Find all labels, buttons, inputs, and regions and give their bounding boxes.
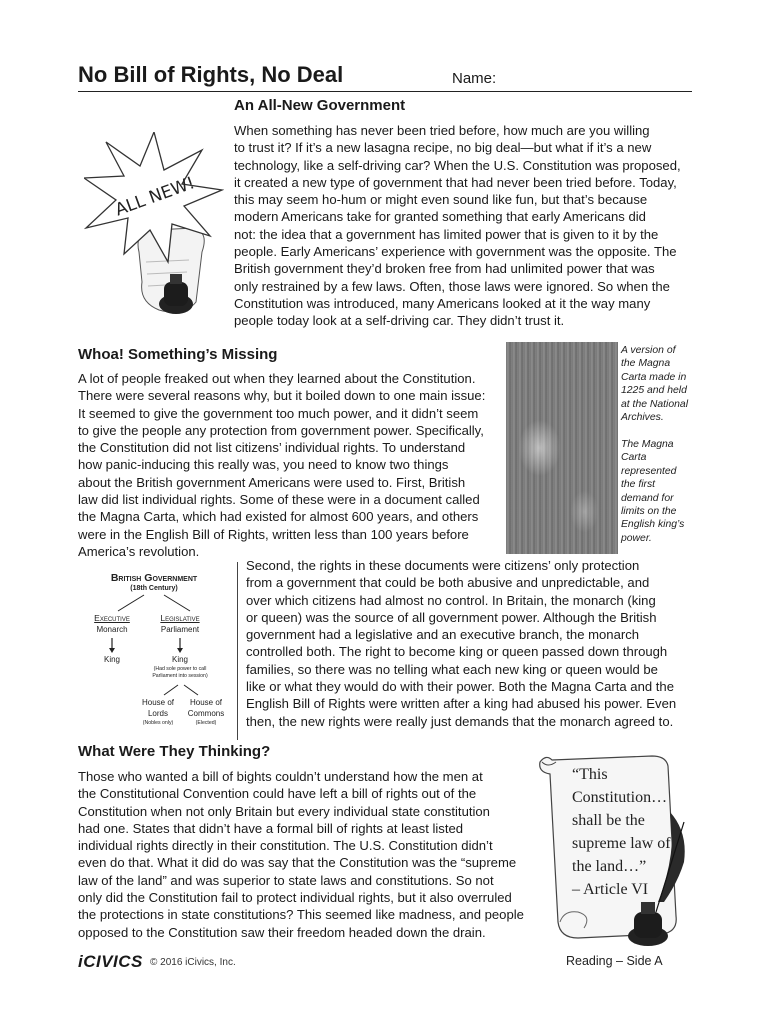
body-line: opposed to the Constitution saw their freedom headed down the drain. <box>78 924 486 940</box>
name-label: Name: <box>452 70 497 87</box>
british-government-org-chart <box>78 568 230 746</box>
body-line: or queen) was the source of all government power. Although the British <box>246 609 657 625</box>
title-rule <box>78 91 692 92</box>
section-body-something-missing <box>78 370 485 560</box>
quote-line: – Article VI <box>572 881 649 898</box>
caption-line: represented <box>621 465 677 477</box>
body-line: America’s revolution. <box>78 543 200 559</box>
quote-line: supreme law of <box>572 835 671 852</box>
body-line: this may seem ho-hum or might even sound like fun, but that’s because <box>234 192 648 208</box>
body-line: to trust it? If it’s a new lasagna recipe, no big deal—but what if it’s a new <box>234 140 652 156</box>
org-chart-king-legislative: King <box>171 655 188 664</box>
body-line: controlled both. The right to become king or queen passed down through <box>246 644 668 660</box>
org-chart-lords-note: (Nobles only) <box>142 720 174 726</box>
body-line: over which citizens had almost no control. In Britain, the monarch (king <box>246 592 656 608</box>
caption-line: Archives. <box>621 412 664 424</box>
body-line: people. Early Americans’ experience with government was the opposite. The <box>234 244 677 260</box>
icivics-logo: iCIVICS <box>78 952 143 971</box>
starburst-text: ALL NEW! <box>112 173 198 221</box>
org-chart-subtitle: (18th Century) <box>130 585 178 592</box>
body-line: families, so there was no telling what each new king or queen would be <box>246 661 658 677</box>
caption-line: demand for <box>621 492 674 504</box>
body-line: only restrained by a few laws. Often, those laws were ignored. So when the <box>234 278 670 294</box>
org-chart-commons-2: Commons <box>187 709 225 718</box>
body-line: the Constitution did not list citizens’ individual rights. To understand <box>78 440 466 456</box>
body-line: Second, the rights in these documents were citizens’ only protection <box>246 558 640 573</box>
quote-line: Constitution… <box>572 789 668 806</box>
body-line: like or what they would do with their power. Both the Magna Carta and the <box>246 679 674 695</box>
org-chart-divider <box>237 562 238 740</box>
photo-caption-version <box>621 344 688 424</box>
body-line: to give the people any protection from government power. Specifically, <box>78 422 484 438</box>
body-line: Constitution when not only Britain but every individual state constitution <box>78 803 490 819</box>
caption-line: Carta <box>621 452 647 464</box>
org-chart-parliament: Parliament <box>160 625 200 634</box>
body-line: then, the new rights were really just demands that the monarch agreed to. <box>246 713 674 729</box>
body-line: people today look at a self-driving car. They didn’t trust it. <box>234 313 565 329</box>
org-chart-commons-1: House of <box>189 698 223 707</box>
section-body-all-new-government <box>234 122 681 330</box>
body-line: from a government that could be both abusive and unpredictable, and <box>246 575 650 591</box>
section-body-something-missing-continued <box>246 557 676 730</box>
body-line: it created a new type of government that had never been tried before. Today, <box>234 174 677 190</box>
org-chart-king-executive: King <box>103 655 120 664</box>
body-line: English Bill of Rights were written after a king had abused his power. Even <box>246 696 677 712</box>
caption-line: Carta made in <box>621 371 687 383</box>
body-line: law did list individual rights. Some of these were in a document called <box>78 492 480 508</box>
magna-carta-photo <box>506 342 618 554</box>
caption-line: 1225 and held <box>621 385 687 397</box>
body-line: government had a legislative and an executive branch, the monarch <box>246 627 640 643</box>
org-chart-executive: Executive <box>94 613 130 623</box>
body-line: even do that. What it did do was say that the Constitution was the “supreme <box>78 855 517 871</box>
quote-line: shall be the <box>572 812 645 829</box>
org-chart-lords-1: House of <box>141 698 175 707</box>
org-chart-legislative: Legislative <box>160 613 200 623</box>
photo-caption-represented <box>621 438 684 545</box>
section-heading-something-missing: Whoa! Something’s Missing <box>78 346 278 363</box>
body-line: about the British government Americans were used to. First, British <box>78 474 466 490</box>
body-line: It seemed to give the government too much power, and it didn’t seem <box>78 405 479 421</box>
caption-line: the Magna <box>621 358 671 370</box>
body-line: Those who wanted a bill of bights couldn’t understand how the men at <box>78 769 483 784</box>
body-line: When something has never been tried before, how much are you willing <box>234 123 650 138</box>
body-line: had one. States that didn’t have a formal bill of rights at least listed <box>78 820 464 836</box>
body-line: the protections in state constitutions? This seemed like madness, and people <box>78 907 524 923</box>
body-line: only did the Constitution fail to protect individual rights, but it also overruled <box>78 890 512 906</box>
section-heading-all-new-government: An All-New Government <box>234 97 406 114</box>
all-new-starburst-illustration <box>84 132 224 322</box>
quote-line: the land…” <box>572 858 647 875</box>
caption-line: English king’s <box>621 519 685 531</box>
body-line: There were several reasons why, but it boiled down to one main issue: <box>78 388 486 404</box>
body-line: modern Americans take for granted something that early Americans did <box>234 209 646 225</box>
body-line: were in the English Bill of Rights, written less than 100 years before <box>78 526 469 542</box>
section-body-what-were-they-thinking <box>78 768 524 941</box>
org-chart-title: British Government <box>110 572 198 584</box>
body-line: how panic-inducing this really was, you need to know two things <box>78 457 449 473</box>
org-chart-lords-2: Lords <box>147 709 168 718</box>
body-line: law of the land” and was superior to state laws and constitutions. So not <box>78 872 494 888</box>
body-line: not: the idea that a government has limited power that is given to it by the <box>234 226 659 242</box>
body-line: Constitution was introduced, many Americans looked at it the way many <box>234 295 651 311</box>
org-chart-king-note-1: (Had sole power to call <box>153 666 207 672</box>
body-line: technology, like a self-driving car? When the U.S. Constitution was proposed, <box>234 157 681 173</box>
caption-line: The Magna <box>621 439 674 450</box>
caption-line: power. <box>621 532 652 544</box>
caption-line: at the National <box>621 398 689 410</box>
caption-line: limits on the <box>621 506 677 518</box>
page-title: No Bill of Rights, No Deal <box>78 62 344 87</box>
copyright-text: © 2016 iCivics, Inc. <box>150 957 236 968</box>
page-label: Reading – Side A <box>566 954 663 968</box>
body-line: A lot of people freaked out when they learned about the Constitution. <box>78 371 476 386</box>
quote-line: “This <box>572 766 608 783</box>
body-line: British government they’d broken free from had unlimited power that was <box>234 261 655 277</box>
section-heading-what-were-they-thinking: What Were They Thinking? <box>78 743 271 760</box>
body-line: the Magna Carta, which had existed for almost 600 years, and others <box>78 509 479 525</box>
caption-line: A version of <box>621 345 676 356</box>
body-line: individual rights directly in their constitution. The U.S. Constitution didn’t <box>78 838 493 854</box>
org-chart-commons-note: (Elected) <box>195 720 217 726</box>
caption-line: the first <box>621 479 656 491</box>
org-chart-king-note-2: Parliament into session) <box>152 673 208 679</box>
org-chart-monarch: Monarch <box>96 625 128 634</box>
article-vi-quote <box>572 763 671 901</box>
body-line: the Constitutional Convention could have left a bill of rights out of the <box>78 786 477 802</box>
